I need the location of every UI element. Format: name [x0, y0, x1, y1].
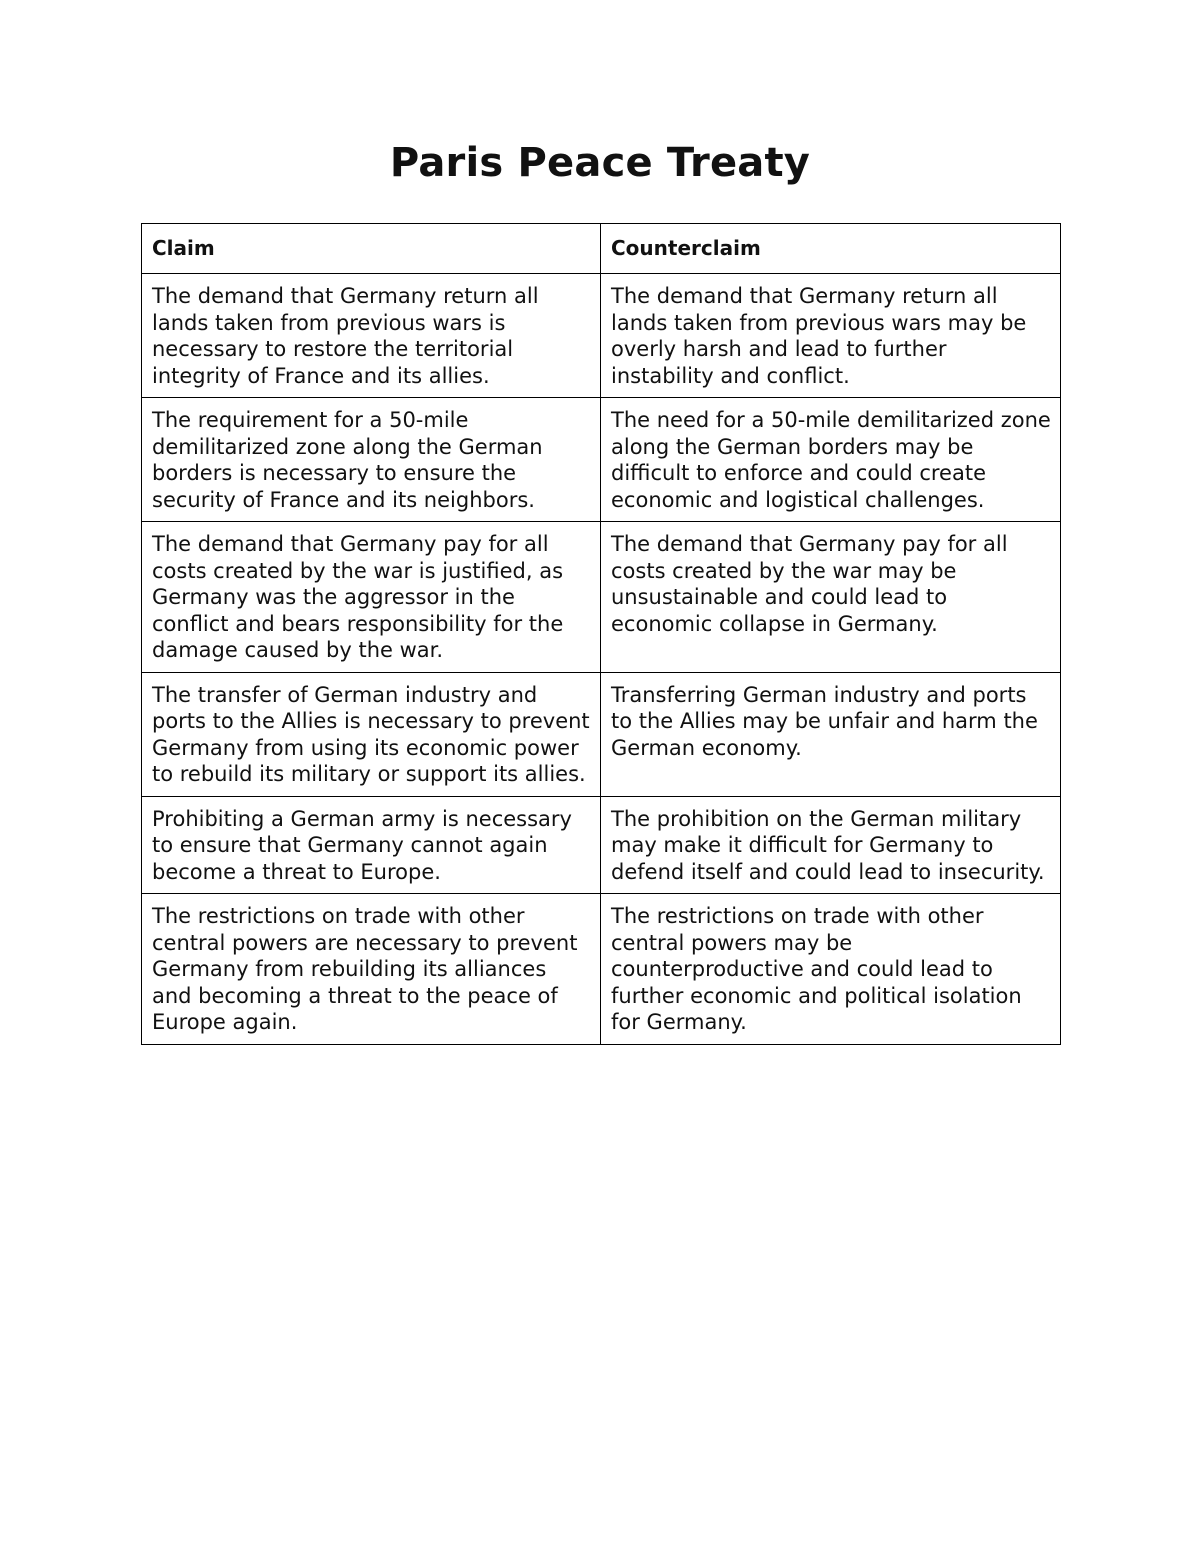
counterclaim-cell: The demand that Germany pay for all costs created by the war may be unsustainable and could lead to economic collapse in Germany.: [601, 522, 1061, 673]
counterclaim-cell: The demand that Germany return all lands taken from previous wars may be overly harsh and lead to further instability and conflict.: [601, 274, 1061, 398]
counterclaim-cell: Transferring German industry and ports to the Allies may be unfair and harm the German economy.: [601, 672, 1061, 796]
table-row: [142, 796, 1061, 894]
claim-cell: The transfer of German industry and ports to the Allies is necessary to prevent Germany from using its economic power to rebuild its military or support its allies.: [142, 672, 601, 796]
column-header-counterclaim: Counterclaim: [601, 224, 1061, 274]
table-header-row: [142, 224, 1061, 274]
table-row: [142, 398, 1061, 522]
table-row: [142, 894, 1061, 1045]
claim-cell: The restrictions on trade with other central powers are necessary to prevent Germany from rebuilding its alliances and becoming a threat to the peace of Europe again.: [142, 894, 601, 1045]
table-row: [142, 522, 1061, 673]
counterclaim-cell: The restrictions on trade with other central powers may be counterproductive and could lead to further economic and political isolation for Germany.: [601, 894, 1061, 1045]
column-header-claim: Claim: [142, 224, 601, 274]
claim-counterclaim-table: [141, 223, 1061, 1045]
table-row: [142, 672, 1061, 796]
claim-cell: The demand that Germany pay for all costs created by the war is justified, as Germany was the aggressor in the conflict and bears responsibility for the damage caused by the war.: [142, 522, 601, 673]
counterclaim-cell: The prohibition on the German military may make it difficult for Germany to defend itself and could lead to insecurity.: [601, 796, 1061, 894]
table-row: [142, 274, 1061, 398]
counterclaim-cell: The need for a 50-mile demilitarized zone along the German borders may be difficult to enforce and could create economic and logistical challenges.: [601, 398, 1061, 522]
page-title: Paris Peace Treaty: [389, 140, 811, 186]
claim-cell: Prohibiting a German army is necessary to ensure that Germany cannot again become a threat to Europe.: [142, 796, 601, 894]
claim-cell: The demand that Germany return all lands taken from previous wars is necessary to restore the territorial integrity of France and its allies.: [142, 274, 601, 398]
claim-cell: The requirement for a 50-mile demilitarized zone along the German borders is necessary to ensure the security of France and its neighbors.: [142, 398, 601, 522]
